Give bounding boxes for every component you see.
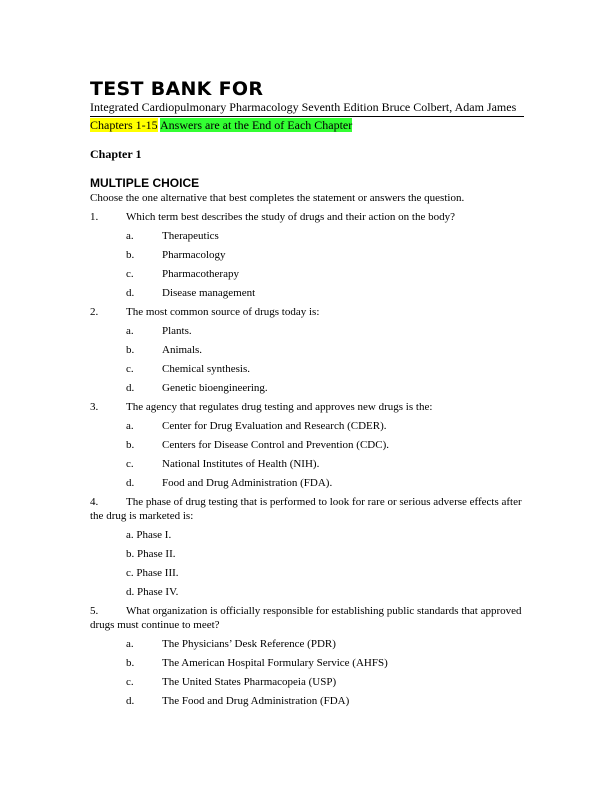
- option: [90, 457, 524, 471]
- option-text: The United States Pharmacopeia (USP): [162, 676, 337, 688]
- option-text: Plants.: [162, 325, 192, 337]
- question-text: Which term best describes the study of drugs and their action on the body?: [126, 211, 455, 223]
- option-text: The American Hospital Formulary Service (AHFS): [162, 657, 388, 669]
- document-title: TEST BANK FOR: [90, 78, 264, 100]
- option-letter: a.: [126, 420, 134, 432]
- option: [90, 229, 524, 243]
- option-letter: c.: [126, 458, 134, 470]
- option: a. Phase I.: [126, 529, 172, 541]
- option-letter: a.: [126, 230, 134, 242]
- option-letter: c.: [126, 363, 134, 375]
- option: [90, 324, 524, 338]
- section-heading: MULTIPLE CHOICE: [90, 176, 200, 190]
- question-4: [90, 495, 524, 523]
- option: [90, 362, 524, 376]
- option: [90, 476, 524, 490]
- option: [90, 656, 524, 670]
- option-letter: b.: [126, 249, 135, 261]
- question-number: 2.: [90, 306, 99, 318]
- question-3: [90, 400, 524, 414]
- option: [90, 637, 524, 651]
- option: c. Phase III.: [126, 567, 179, 579]
- option: [90, 286, 524, 300]
- option-text: Centers for Disease Control and Prevention (CDC).: [162, 439, 389, 451]
- option-letter: d.: [126, 477, 135, 489]
- option-text: National Institutes of Health (NIH).: [162, 458, 320, 470]
- option-letter: a.: [126, 325, 134, 337]
- option-letter: b.: [126, 657, 135, 669]
- option: [90, 694, 524, 708]
- question-text: What organization is officially responsible for establishing public standards that approved drugs must continue to meet?: [90, 605, 522, 631]
- option-letter: c.: [126, 676, 134, 688]
- option: d. Phase IV.: [126, 586, 179, 598]
- option-letter: a.: [126, 638, 134, 650]
- option-text: Center for Drug Evaluation and Research (CDER).: [162, 420, 387, 432]
- option-letter: b.: [126, 344, 135, 356]
- option-text: Disease management: [162, 287, 256, 299]
- option: b. Phase II.: [126, 548, 176, 560]
- option-letter: d.: [126, 382, 135, 394]
- option-text: Food and Drug Administration (FDA).: [162, 477, 333, 489]
- answers-note: Answers are at the End of Each Chapter: [160, 118, 353, 132]
- option-text: Pharmacotherapy: [162, 268, 239, 280]
- question-1: [90, 210, 524, 224]
- chapter-heading: Chapter 1: [90, 147, 142, 161]
- option-text: Genetic bioengineering.: [162, 382, 268, 394]
- option-text: Therapeutics: [162, 230, 219, 242]
- option-letter: c.: [126, 268, 134, 280]
- question-2: [90, 305, 524, 319]
- option-letter: d.: [126, 287, 135, 299]
- instructions: Choose the one alternative that best completes the statement or answers the question.: [90, 192, 465, 204]
- option-text: Animals.: [162, 344, 203, 356]
- question-number: 3.: [90, 401, 99, 413]
- question-number: 5.: [90, 605, 99, 617]
- option-text: The Physicians’ Desk Reference (PDR): [162, 638, 336, 650]
- option: [90, 343, 524, 357]
- option-text: The Food and Drug Administration (FDA): [162, 695, 350, 707]
- question-text: The agency that regulates drug testing and approves new drugs is the:: [126, 401, 433, 413]
- question-number: 4.: [90, 496, 99, 508]
- book-subtitle: Integrated Cardiopulmonary Pharmacology Seventh Edition Bruce Colbert, Adam James: [90, 100, 524, 117]
- question-text: The phase of drug testing that is performed to look for rare or serious adverse effects after the drug is marketed is:: [90, 496, 522, 522]
- option: [90, 438, 524, 452]
- question-5: [90, 604, 524, 632]
- document-page: [90, 78, 524, 708]
- option-letter: b.: [126, 439, 135, 451]
- option-letter: d.: [126, 695, 135, 707]
- option: [90, 419, 524, 433]
- option-text: Pharmacology: [162, 249, 226, 261]
- option: [90, 675, 524, 689]
- question-text: The most common source of drugs today is:: [126, 306, 320, 318]
- chapters-line: [90, 118, 524, 133]
- option: [90, 381, 524, 395]
- option: [90, 248, 524, 262]
- option: [90, 267, 524, 281]
- question-number: 1.: [90, 211, 99, 223]
- chapters-range: Chapters 1-15: [90, 118, 158, 132]
- option-text: Chemical synthesis.: [162, 363, 250, 375]
